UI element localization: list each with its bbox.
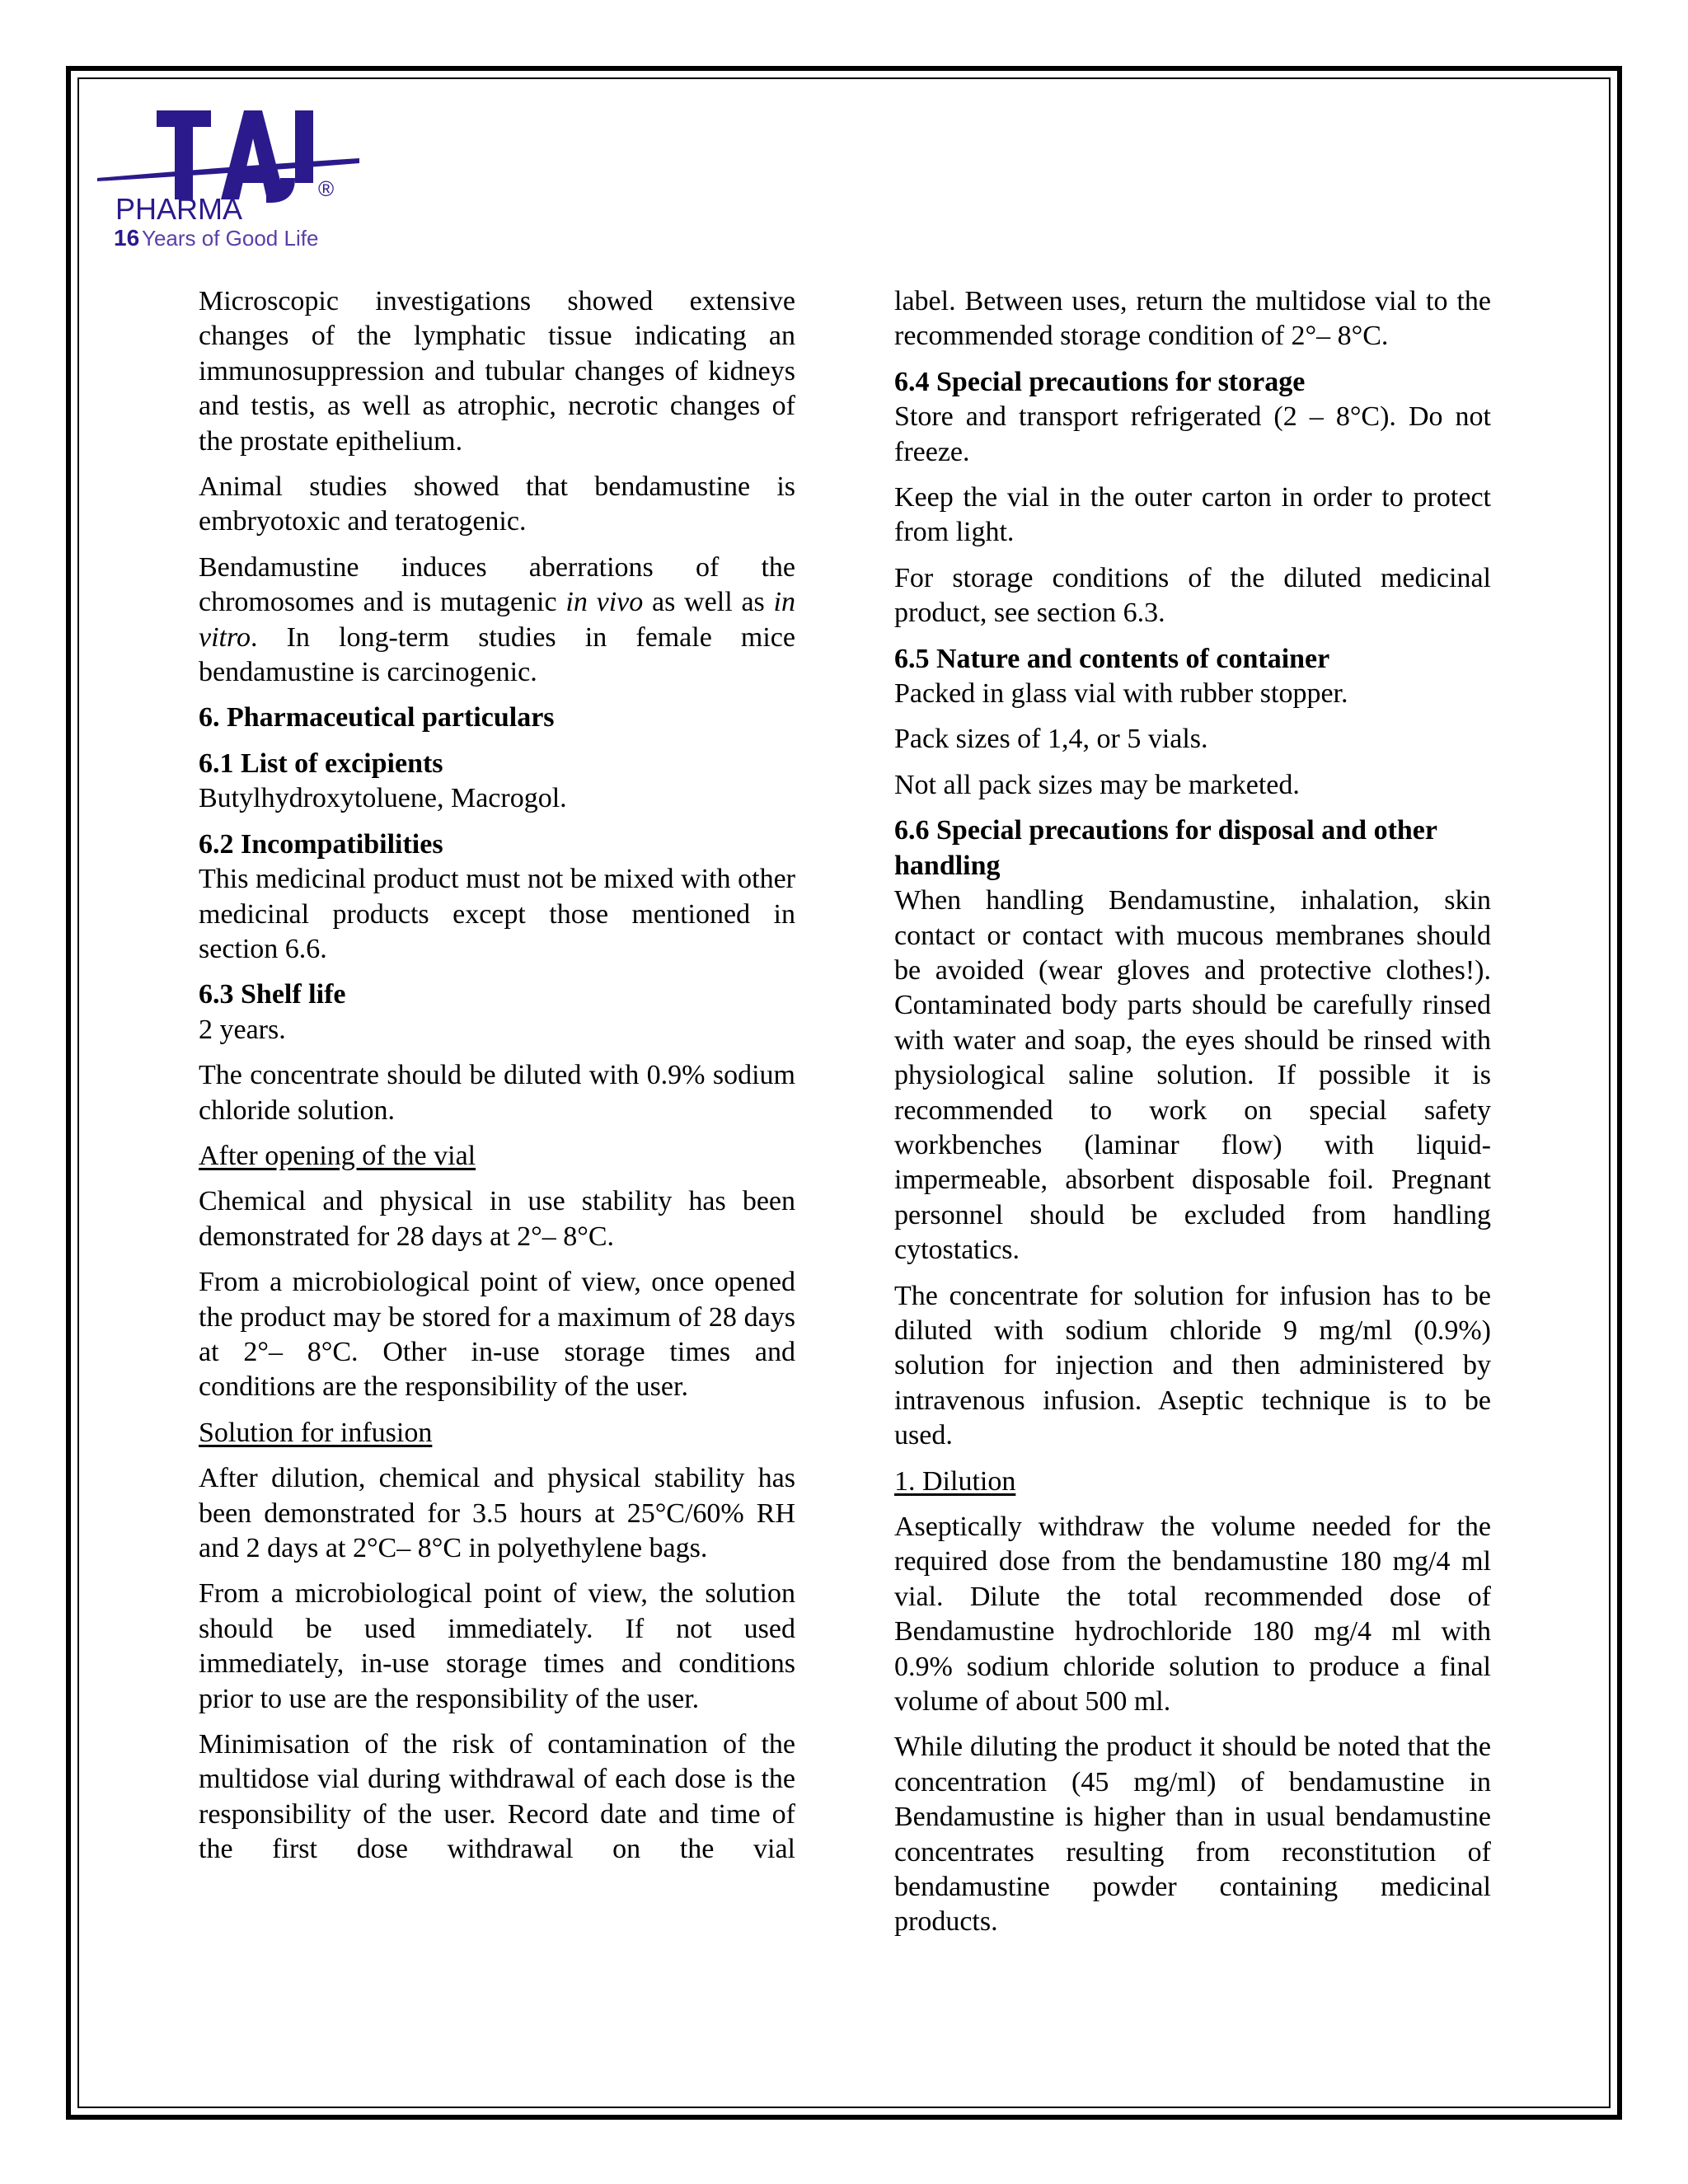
heading-6-1: 6.1 List of excipients — [199, 748, 443, 779]
italic-in-vitro: in vitro — [199, 587, 795, 653]
paragraph-mutagenic — [199, 551, 795, 691]
paragraph-animal-studies: Animal studies showed that bendamustine is embryotoxic and teratogenic. — [199, 471, 795, 537]
left-column — [199, 284, 795, 1878]
subheading-dilution: 1. Dilution — [894, 1465, 1016, 1497]
heading-6-5: 6.5 Nature and contents of container — [894, 643, 1330, 674]
paragraph-in-use-stability: Chemical and physical in use stability has been demonstrated for 28 days at 2°– 8°C. — [199, 1186, 795, 1252]
paragraph-diluted-storage: For storage conditions of the diluted medicinal product, see section 6.3. — [894, 562, 1491, 629]
text-span: . In long-term studies in female mice bendamustine is carcinogenic. — [199, 621, 795, 688]
italic-in-vivo: in vivo — [565, 587, 644, 618]
heading-6-3: 6.3 Shelf life — [199, 979, 346, 1010]
logo-years-number: 16 — [114, 225, 140, 250]
heading-6-2: 6.2 Incompatibilities — [199, 828, 443, 860]
paragraph-microbiological-solution: From a microbiological point of view, the solution should be used immediately. If not used immediately, in-use storage times and conditions prior to use are the responsibility of the user. — [199, 1578, 795, 1714]
heading-section-6: 6. Pharmaceutical particulars — [199, 702, 555, 733]
logo-registered-mark: ® — [318, 176, 335, 201]
subheading-after-opening: After opening of the vial — [199, 1140, 476, 1171]
paragraph-label-continued: label. Between uses, return the multidose vial to the recommended storage condition of 2°– 8°C. — [894, 286, 1491, 352]
paragraph-incompatibilities: This medicinal product must not be mixed with other medicinal products except those mentioned in section 6.6. — [199, 864, 795, 964]
paragraph-store-transport: Store and transport refrigerated (2 – 8°C). Do not freeze. — [894, 401, 1491, 467]
text-span: as well as — [643, 587, 774, 618]
subheading-solution-for-infusion: Solution for infusion — [199, 1417, 433, 1448]
paragraph-handling: When handling Bendamustine, inhalation, skin contact or contact with mucous membranes should be avoided (wear gloves and protective clothes!). Contaminated body parts should be carefully rinsed with water and soap, the eyes should be rinsed with physiological saline solution. If possible it is recommended to work on special safety workbenches (laminar flow) with liquid-impermeable, absorbent disposable foil. Pregnant personnel should be excluded from handling cytostatics. — [894, 885, 1491, 1266]
paragraph-shelf-life: 2 years. — [199, 1014, 286, 1045]
paragraph-minimisation: Minimisation of the risk of contamination of the multidose vial during withdrawal of each dose is the responsibility of the user. Record date and time of the first dose withdrawal on the vial — [199, 1729, 795, 1865]
paragraph-glass-vial: Packed in glass vial with rubber stopper. — [894, 678, 1348, 710]
paragraph-microbiological-vial: From a microbiological point of view, once opened the product may be stored for a maximum of 28 days at 2°– 8°C. Other in-use storage times and conditions are the responsibility of the user. — [199, 1267, 795, 1403]
paragraph-protect-light: Keep the vial in the outer carton in order to protect from light. — [894, 482, 1491, 548]
paragraph-while-diluting: While diluting the product it should be noted that the concentration (45 mg/ml) of bendamustine in Bendamustine is higher than in usual bendamustine concentrates resulting from reconstitution of bendamustine powder containing medicinal products. — [894, 1732, 1491, 1938]
taj-pharma-logo — [97, 105, 377, 250]
paragraph-after-dilution: After dilution, chemical and physical stability has been demonstrated for 3.5 hours at 25°C/60% RH and 2 days at 2°C– 8°C in polyethylene bags. — [199, 1463, 795, 1563]
heading-6-6: 6.6 Special precautions for disposal and other handling — [894, 815, 1437, 881]
heading-6-4: 6.4 Special precautions for storage — [894, 366, 1306, 397]
paragraph-not-all-marketed: Not all pack sizes may be marketed. — [894, 769, 1300, 800]
paragraph-excipients: Butylhydroxytoluene, Macrogol. — [199, 783, 567, 814]
paragraph-dilute-concentrate: The concentrate should be diluted with 0.9% sodium chloride solution. — [199, 1060, 795, 1126]
text-span: Bendamustine induces aberrations of the chromosomes and is mutagenic — [199, 551, 795, 618]
paragraph-concentrate-dilution: The concentrate for solution for infusion has to be diluted with sodium chloride 9 mg/ml (0.9%) solution for injection and then administered by intravenous infusion. Aseptic technique is to be used. — [894, 1280, 1491, 1451]
right-column — [894, 284, 1491, 1951]
logo-tagline: Years of Good Life — [142, 226, 319, 250]
paragraph-microscopic: Microscopic investigations showed extensive changes of the lymphatic tissue indicating an immunosuppression and tubular changes of kidneys and testis, as well as atrophic, necrotic changes of the prostate epithelium. — [199, 286, 795, 457]
logo-wordmark: PHARMA — [115, 192, 243, 226]
paragraph-pack-sizes: Pack sizes of 1,4, or 5 vials. — [894, 724, 1208, 755]
paragraph-aseptically-withdraw: Aseptically withdraw the volume needed for the required dose from the bendamustine 180 mg/4 ml vial. Dilute the total recommended dose of Bendamustine hydrochloride 180 mg/4 ml with 0.9% sodium chloride solution to produce a final volume of about 500 ml. — [894, 1511, 1491, 1718]
